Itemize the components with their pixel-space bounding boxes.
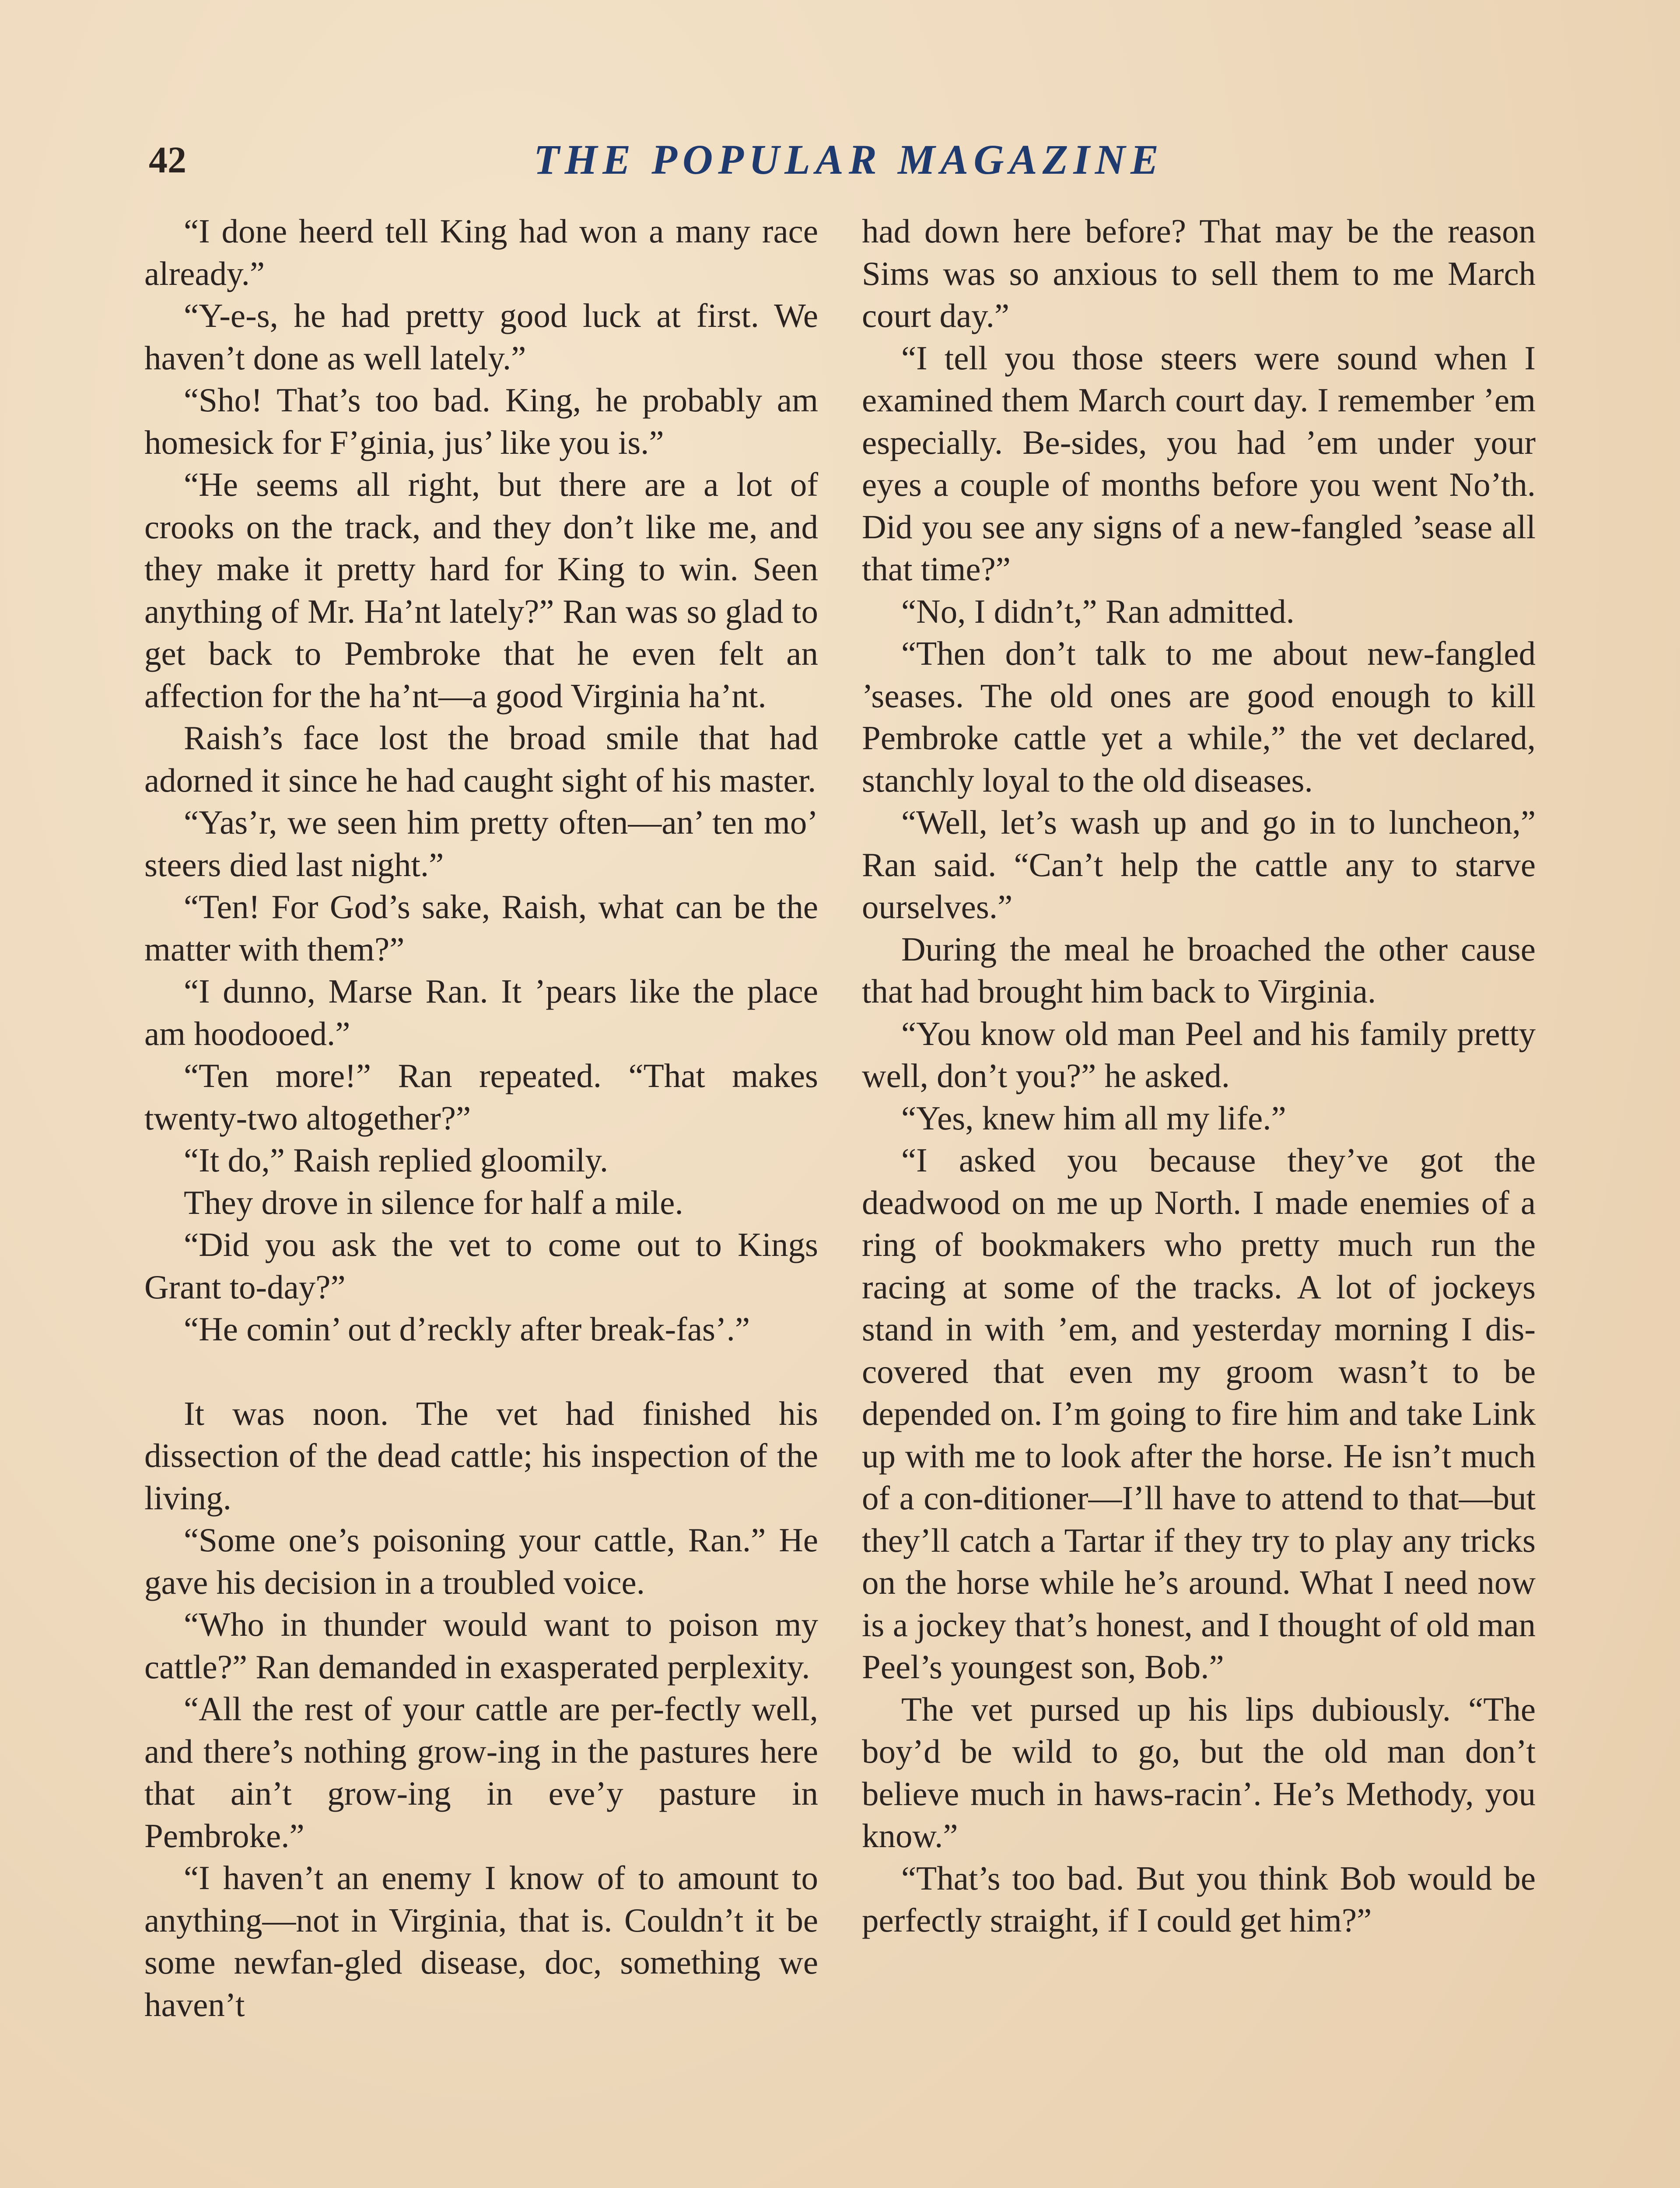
paragraph: During the meal he broached the other cause that had brought him back to Virginia.	[862, 930, 1536, 1010]
paragraph: “I haven’t an enemy I know of to amount to anything—not in Virginia, that is. Couldn’t it be some newfan-gled disease, doc, something we haven’t	[144, 1859, 818, 2023]
paragraph: “Who in thunder would want to poison my cattle?” Ran demanded in exasperated perplexity.	[144, 1606, 818, 1686]
paragraph: It was noon. The vet had finished his dissection of the dead cattle; his inspection of the living.	[144, 1394, 818, 1517]
paragraph: “He comin’ out d’reckly after break-fas’.”	[184, 1310, 750, 1348]
paragraph: had down here before? That may be the reason Sims was so anxious to sell them to me March court day.”	[862, 212, 1536, 334]
page-number: 42	[149, 139, 186, 181]
paragraph: “I tell you those steers were sound when I examined them March court day. I remember ’em especially. Be-sides, you had ’em under your eyes a couple of months before you went No’th. Did you see any signs of a new-fangled ’sease all that time?”	[862, 339, 1536, 588]
paragraph: “Then don’t talk to me about new-fangled ’seases. The old ones are good enough to kill Pembroke cattle yet a while,” the vet declared, stanchly loyal to the old diseases.	[862, 635, 1536, 799]
paragraph: “Sho! That’s too bad. King, he probably am homesick for F’ginia, jus’ like you is.”	[144, 381, 818, 461]
paragraph: “Yas’r, we seen him pretty often—an’ ten mo’ steers died last night.”	[144, 803, 818, 884]
paragraph: The vet pursed up his lips dubiously. “The boy’d be wild to go, but the old man don’t believe much in haws-racin’. He’s Methody, you know.”	[862, 1690, 1536, 1855]
paragraph: “That’s too bad. But you think Bob would be perfectly straight, if I could get him?”	[862, 1859, 1536, 1939]
paragraph: “Y-e-s, he had pretty good luck at first. We haven’t done as well lately.”	[144, 297, 818, 377]
paragraph: “Did you ask the vet to come out to Kings Grant to-day?”	[144, 1226, 818, 1306]
paragraph: “Ten! For God’s sake, Raish, what can be the matter with them?”	[144, 888, 818, 968]
left-column	[144, 210, 818, 2026]
paragraph: “It do,” Raish replied gloomily.	[184, 1141, 609, 1179]
page-header	[149, 131, 1549, 188]
paragraph: “Yes, knew him all my life.”	[901, 1099, 1286, 1137]
paragraph: “No, I didn’t,” Ran admitted.	[901, 592, 1295, 630]
paragraph: “He seems all right, but there are a lot of crooks on the track, and they don’t like me, and they make it pretty hard for King to win. Seen anything of Mr. Ha’nt lately?” Ran was so glad to get back to Pembroke that he even felt an affection for the ha’nt—a good Virginia ha’nt.	[144, 466, 818, 715]
paragraph: “Ten more!” Ran repeated. “That makes twenty-two altogether?”	[144, 1057, 818, 1137]
paragraph: “Some one’s poisoning your cattle, Ran.” He gave his decision in a troubled voice.	[144, 1521, 818, 1601]
paragraph: “Well, let’s wash up and go in to luncheon,” Ran said. “Can’t help the cattle any to starve ourselves.”	[862, 803, 1536, 926]
paragraph: They drove in silence for half a mile.	[184, 1183, 683, 1221]
section-break	[144, 1350, 818, 1392]
running-title: THE POPULAR MAGAZINE	[533, 136, 1164, 183]
paragraph: “I done heerd tell King had won a many race already.”	[144, 212, 818, 292]
right-column	[862, 210, 1536, 1942]
paragraph: “I asked you because they’ve got the deadwood on me up North. I made enemies of a ring of bookmakers who pretty much run the racing at some of the tracks. A lot of jockeys stand in with ’em, and yesterday morning I dis-covered that even my groom wasn’t to be depended on. I’m going to fire him and take Link up with me to look after the horse. He isn’t much of a con-ditioner—I’ll have to attend to that—but they’ll catch a Tartar if they try to play any tricks on the horse while he’s around. What I need now is a jockey that’s honest, and I thought of old man Peel’s youngest son, Bob.”	[862, 1141, 1536, 1686]
paragraph: “All the rest of your cattle are per-fectly well, and there’s nothing grow-ing in the pastures here that ain’t grow-ing in eve’y pasture in Pembroke.”	[144, 1690, 818, 1855]
paragraph: “You know old man Peel and his family pretty well, don’t you?” he asked.	[862, 1014, 1536, 1094]
paragraph: Raish’s face lost the broad smile that had adorned it since he had caught sight of his master.	[144, 719, 818, 799]
paragraph: “I dunno, Marse Ran. It ’pears like the place am hoodooed.”	[144, 972, 818, 1052]
